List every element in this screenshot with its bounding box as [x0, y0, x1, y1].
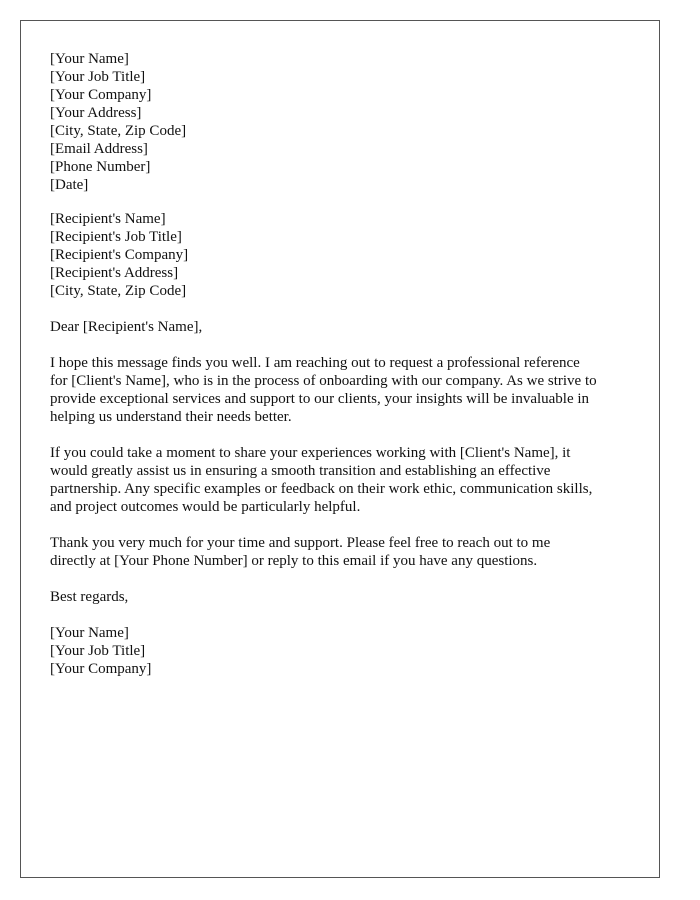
letter-page	[20, 20, 660, 878]
recipient-address: [Recipient's Address]	[50, 265, 179, 281]
paragraph-2-line: would greatly assist us in ensuring a smooth transition and establishing an effective	[50, 463, 551, 479]
paragraph-1-line: helping us understand their needs better.	[50, 409, 292, 425]
sender-job-title: [Your Job Title]	[50, 69, 146, 85]
sender-address: [Your Address]	[50, 105, 142, 121]
recipient-name: [Recipient's Name]	[50, 211, 166, 227]
recipient-job-title: [Recipient's Job Title]	[50, 229, 182, 245]
letter-date: [Date]	[50, 177, 89, 193]
paragraph-2-line: partnership. Any specific examples or feedback on their work ethic, communication skills,	[50, 481, 593, 497]
signature-job-title: [Your Job Title]	[50, 643, 146, 659]
salutation	[50, 318, 640, 336]
paragraph-1-line: I hope this message finds you well. I am reaching out to request a professional reference	[50, 355, 580, 371]
body-paragraph-1	[50, 354, 640, 426]
closing-text: Best regards,	[50, 589, 129, 605]
sender-city-state-zip: [City, State, Zip Code]	[50, 123, 187, 139]
body-paragraph-2	[50, 444, 640, 516]
paragraph-2-line: If you could take a moment to share your experiences working with [Client's Name], it	[50, 445, 571, 461]
body-paragraph-3	[50, 534, 640, 570]
signature-company: [Your Company]	[50, 661, 152, 677]
recipient-city-state-zip: [City, State, Zip Code]	[50, 283, 187, 299]
signature-block	[50, 624, 640, 678]
sender-name: [Your Name]	[50, 51, 129, 67]
letter-content	[50, 50, 640, 678]
sender-block	[50, 50, 640, 194]
paragraph-3-line: Thank you very much for your time and support. Please feel free to reach out to me	[50, 535, 551, 551]
sender-email: [Email Address]	[50, 141, 148, 157]
recipient-block	[50, 210, 640, 300]
paragraph-2-line: and project outcomes would be particularly helpful.	[50, 499, 361, 515]
recipient-company: [Recipient's Company]	[50, 247, 189, 263]
salutation-text: Dear [Recipient's Name],	[50, 319, 203, 335]
sender-company: [Your Company]	[50, 87, 152, 103]
paragraph-1-line: for [Client's Name], who is in the process of onboarding with our company. As we strive to	[50, 373, 597, 389]
paragraph-3-line: directly at [Your Phone Number] or reply to this email if you have any questions.	[50, 553, 538, 569]
paragraph-1-line: provide exceptional services and support to our clients, your insights will be invaluable in	[50, 391, 590, 407]
closing	[50, 588, 640, 606]
sender-phone: [Phone Number]	[50, 159, 151, 175]
signature-name: [Your Name]	[50, 625, 129, 641]
